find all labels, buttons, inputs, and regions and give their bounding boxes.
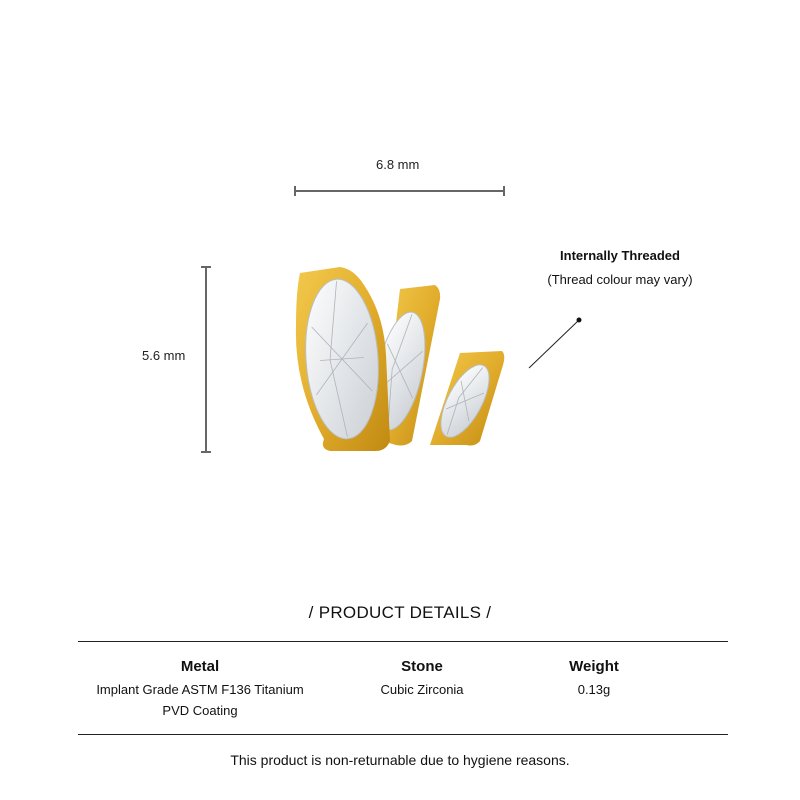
threading-pointer-line — [525, 312, 585, 372]
weight-column — [514, 656, 674, 700]
threading-pointer-dot — [577, 318, 582, 323]
details-top-rule — [78, 641, 728, 642]
stone-value: Cubic Zirconia — [380, 682, 464, 697]
height-dimension-tick-top — [201, 266, 211, 268]
stone-column — [322, 656, 522, 700]
large-marquise-stone — [296, 267, 390, 451]
weight-value: 0.13g — [577, 682, 611, 697]
metal-value-line1: Implant Grade ASTM F136 Titanium — [96, 682, 304, 697]
height-dimension-line — [205, 267, 207, 453]
details-bottom-rule — [78, 734, 728, 735]
product-details-title: / PRODUCT DETAILS / — [308, 603, 492, 622]
metal-value-line2: PVD Coating — [162, 703, 238, 718]
width-dimension-label: 6.8 mm — [376, 157, 420, 172]
metal-column — [60, 656, 340, 721]
threading-title: Internally Threaded — [560, 248, 680, 263]
small-marquise-stone — [430, 351, 504, 446]
height-dimension-label: 5.6 mm — [142, 348, 186, 363]
weight-heading: Weight — [569, 658, 619, 675]
earring-product-image — [280, 255, 520, 455]
stone-heading: Stone — [401, 658, 443, 675]
metal-heading: Metal — [180, 658, 220, 675]
returns-footnote: This product is non-returnable due to hygiene reasons. — [230, 752, 570, 768]
width-dimension-tick-right — [503, 186, 505, 196]
height-dimension-tick-bottom — [201, 451, 211, 453]
width-dimension-tick-left — [294, 186, 296, 196]
threading-note: (Thread colour may vary) — [547, 272, 693, 287]
width-dimension-line — [295, 190, 505, 192]
